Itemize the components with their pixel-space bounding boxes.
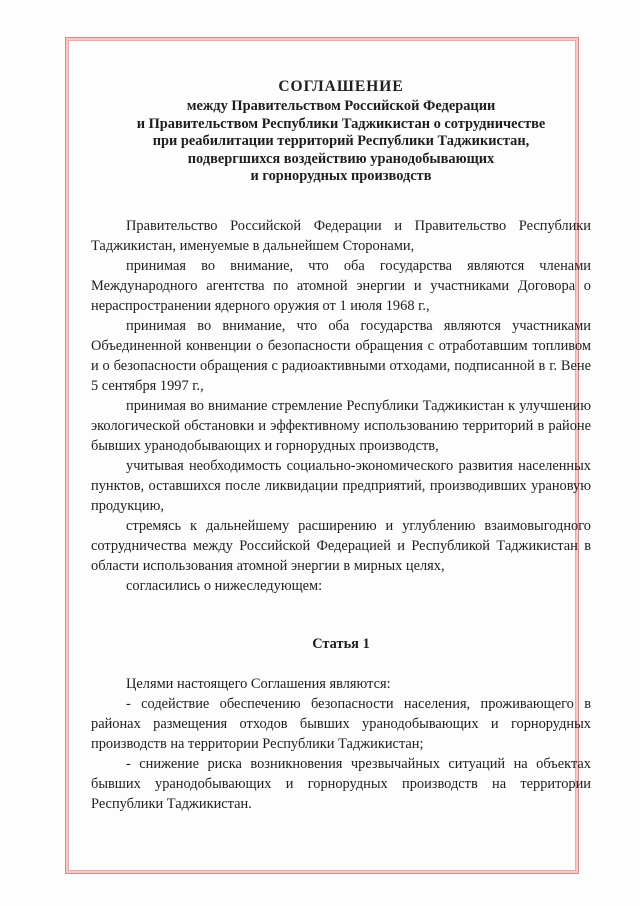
preamble-paragraph: Правительство Российской Федерации и Правительство Республики Таджикистан, именуемые в дальнейшем Сторонами,	[91, 217, 591, 254]
preamble-paragraph: принимая во внимание, что оба государства являются членами Международного агентства по атомной энергии и участниками Договора о нераспространении ядерного оружия от 1 июля 1968 г.,	[91, 257, 591, 314]
document-subtitle-line: при реабилитации территорий Республики Таджикистан,	[152, 133, 530, 149]
article-paragraph: Целями настоящего Соглашения являются:	[126, 675, 391, 692]
preamble-paragraph: учитывая необходимость социально-экономического развития населенных пунктов, оставшихся после ликвидации предприятий, производивших урановую продукцию,	[91, 457, 591, 514]
preamble-paragraph: принимая во внимание, что оба государства являются участниками Объединенной конвенции о безопасности обращения с отработавшим топливом и о безопасности обращения с радиоактивными отходами, подписанной в г. Вене 5 сентября 1997 г.,	[91, 317, 591, 394]
preamble	[91, 216, 591, 596]
document-subtitle-line: между Правительством Российской Федерации	[186, 98, 496, 114]
document-content	[91, 78, 591, 814]
article-paragraph: - снижение риска возникновения чрезвычайных ситуаций на объектах бывших уранодобывающих и горнорудных производств на территории Республики Таджикистан.	[91, 755, 591, 812]
article-body	[91, 674, 591, 814]
document-subtitle-line: подвергшихся воздействию уранодобывающих	[187, 150, 495, 167]
spacer	[91, 596, 591, 634]
document-subtitle-line: и горнорудных производств	[250, 168, 432, 184]
document-subtitle-line: и Правительством Республики Таджикистан о сотрудничестве	[136, 115, 546, 132]
preamble-paragraph: стремясь к дальнейшему расширению и углублению взаимовыгодного сотрудничества между Российской Федерацией и Республикой Таджикистан в области использования атомной энергии в мирных целях,	[91, 517, 591, 574]
preamble-paragraph: согласились о нижеследующем:	[126, 577, 323, 594]
preamble-paragraph: принимая во внимание стремление Республики Таджикистан к улучшению экологической обстановки и эффективному использованию территорий в районе бывших уранодобывающих и горнорудных производств,	[91, 397, 591, 454]
article-heading: Статья 1	[312, 635, 370, 652]
article-paragraph: - содействие обеспечению безопасности населения, проживающего в районах размещения отходов бывших уранодобывающих и горнорудных производств на территории Республики Таджикистан;	[91, 695, 591, 752]
document-title-block	[91, 78, 591, 186]
spacer	[91, 654, 591, 674]
document-title: СОГЛАШЕНИЕ	[278, 78, 404, 95]
